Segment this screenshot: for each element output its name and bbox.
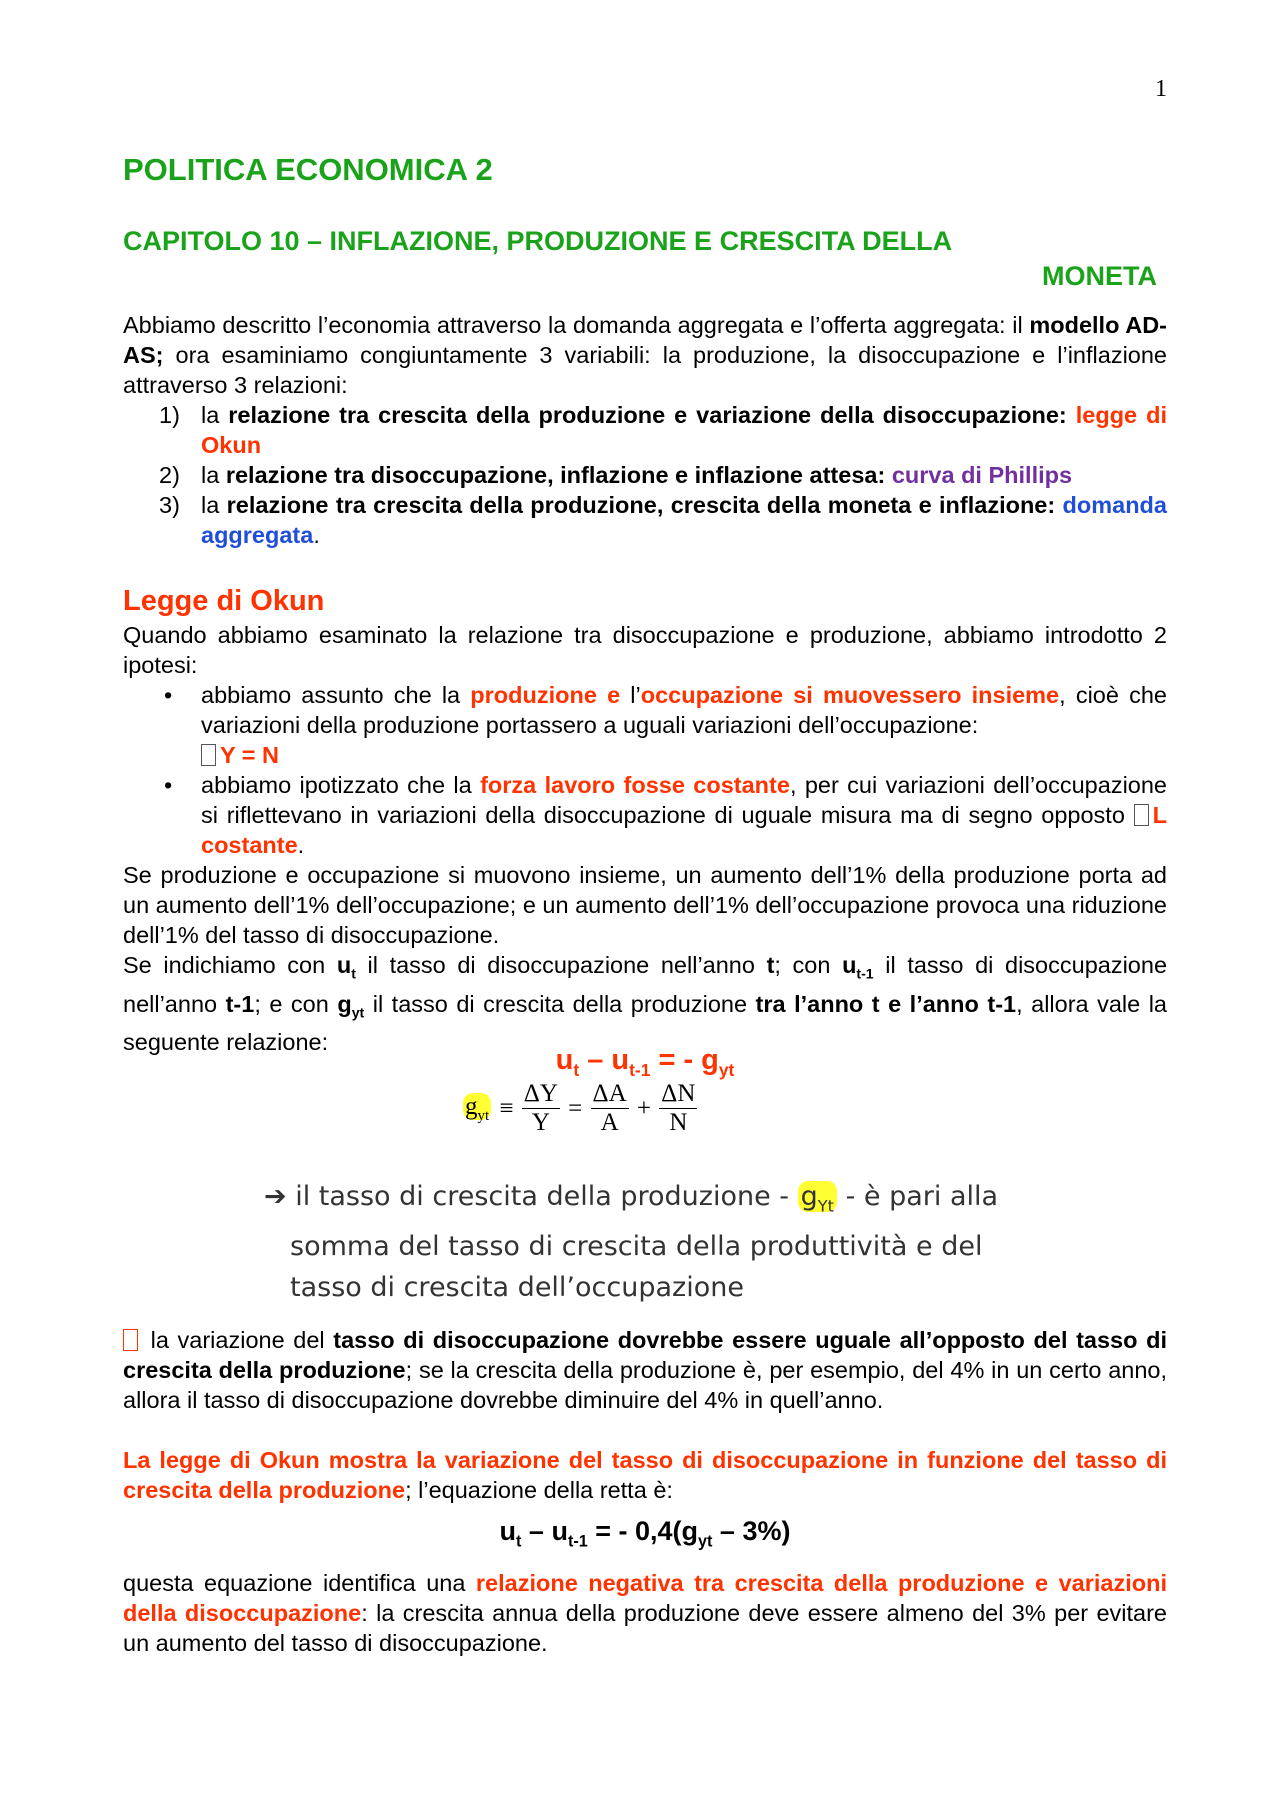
relations-list: [123, 400, 1167, 550]
paragraph-conclusion: questa equazione identifica una relazione negativa tra crescita della produzione e variazioni della disoccupazione: la crescita annua della produzione deve essere almeno del 3% per evitare un aumento del tasso di disoccupazione.: [123, 1570, 1168, 1656]
list-item: 2) la relazione tra disoccupazione, inflazione e inflazione attesa: curva di Phillips: [159, 462, 1073, 488]
section-title: Legge di Okun: [123, 585, 325, 617]
missing-glyph-icon: [123, 1329, 138, 1351]
okun-formula: $u_t - u_{t-1}$ = - $g_{yt}$: [555, 1044, 735, 1080]
document-title: POLITICA ECONOMICA 2: [123, 152, 493, 187]
list-item: 3) la relazione tra crescita della produzione, crescita della moneta e inflazione: domanda aggregata.: [159, 492, 1167, 548]
page-number: 1: [1155, 76, 1167, 102]
growth-decomposition-formula: $g_{yt}$ ≡ $\frac{\Delta Y}{Y}$ = $\frac{\Delta A}{A}$ + $\frac{\Delta N}{N}$: [465, 1080, 696, 1136]
chapter-heading-line1: CAPITOLO 10 – INFLAZIONE, PRODUZIONE E CRESCITA DELLA: [123, 226, 953, 256]
chapter-heading-line2: MONETA: [1042, 261, 1157, 291]
chapter-heading: [123, 224, 1163, 294]
highlight-gyt: $g_{yt}$: [465, 1092, 490, 1124]
paragraph-notation: Se indichiamo con $u_t$ il tasso di disoccupazione nell’anno t; con $u_{t-1}$ il tasso di disoccupazione nell’anno t-1; e con $g_{yt}$ il tasso di crescita della produzione tra l’anno t e l’anno t-1, allora vale la seguente relazione:: [123, 952, 1168, 1056]
list-item: • abbiamo ipotizzato che la forza lavoro fosse costante, per cui variazioni dell’occupazione si riflettevano in variazioni della disoccupazione di uguale misura ma di segno opposto L costante.: [164, 772, 1167, 858]
intro-paragraph: Abbiamo descritto l’economia attraverso la domanda aggregata e l’offerta aggregata: il modello AD-AS; ora esaminiamo congiuntamente 3 variabili: la produzione, la disoccupazione e l’inflazione attraverso 3 relazioni:: [123, 312, 1167, 398]
okun-intro: Quando abbiamo esaminato la relazione tra disoccupazione e produzione, abbiamo introdotto 2 ipotesi:: [123, 622, 1167, 678]
missing-glyph-icon: [201, 744, 216, 766]
paragraph-occupazione: Se produzione e occupazione si muovono insieme, un aumento dell’1% della produzione porta ad un aumento dell’1% dell’occupazione; e un aumento dell’1% dell’occupazione provoca una riduzione dell’1% del tasso di disoccupazione.: [123, 862, 1167, 948]
arrow-right-icon: ➔: [264, 1181, 287, 1212]
list-item: 1) la relazione tra crescita della produzione e variazione della disoccupazione: legge di Okun: [159, 402, 1167, 458]
okun-regression-formula: $u_t - u_{t-1}$ = - $0,4(g_{yt} - 3\%)$: [499, 1516, 791, 1551]
paragraph-okun-definition: La legge di Okun mostra la variazione del tasso di disoccupazione in funzione del tasso di crescita della produzione; l’equazione della retta è:: [123, 1447, 1167, 1503]
missing-glyph-icon: [1134, 804, 1149, 826]
list-item: • abbiamo assunto che la produzione e l’occupazione si muovessero insieme, cioè che variazioni della produzione portassero a uguali variazioni dell’occupazione: Y = N: [164, 682, 1167, 768]
arrow-explanation: ➔ il tasso di crescita della produzione - $g_{Yt}$ - è pari alla somma del tasso di crescita della produttività e del tasso di crescita dell’occupazione: [264, 1181, 999, 1304]
paragraph-variation: la variazione del tasso di disoccupazione dovrebbe essere uguale all’opposto del tasso di crescita della produzione; se la crescita della produzione è, per esempio, del 4% in un certo anno, allora il tasso di disoccupazione dovrebbe diminuire del 4% in quell’anno.: [123, 1327, 1167, 1413]
hypotheses-list: [123, 680, 1167, 860]
